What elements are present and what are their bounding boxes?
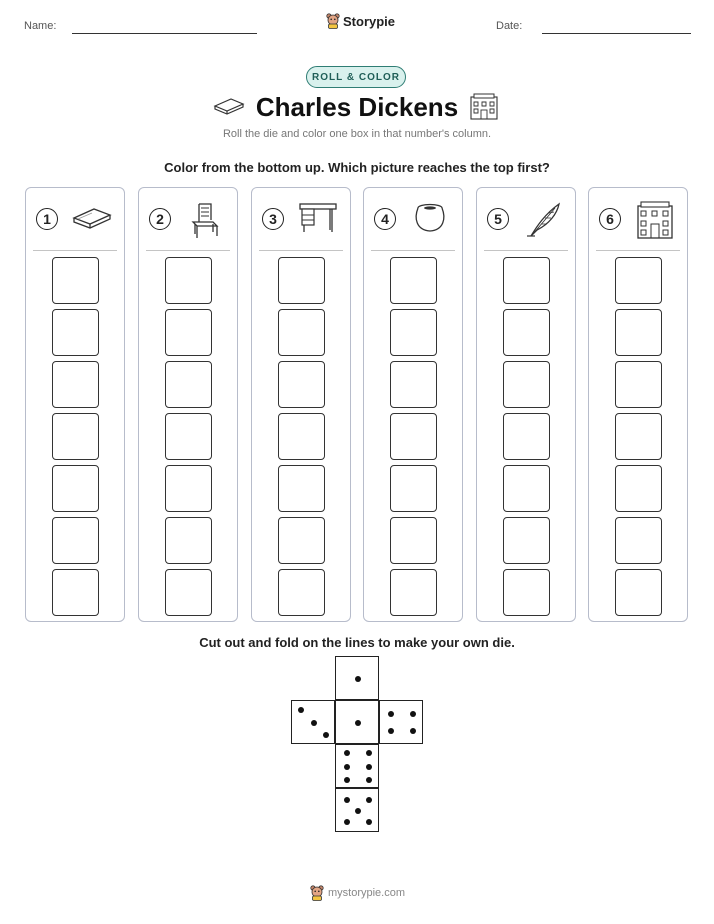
color-box[interactable] — [278, 569, 325, 616]
color-box[interactable] — [52, 413, 99, 460]
divider — [596, 250, 680, 251]
column-3 — [251, 187, 351, 622]
divider — [484, 250, 568, 251]
die-pip — [410, 728, 416, 734]
color-box[interactable] — [390, 361, 437, 408]
die-pip — [355, 808, 361, 814]
name-line[interactable] — [72, 33, 257, 34]
color-box[interactable] — [52, 361, 99, 408]
color-box[interactable] — [165, 361, 212, 408]
die-pip — [388, 728, 394, 734]
color-box[interactable] — [503, 517, 550, 564]
color-box[interactable] — [52, 569, 99, 616]
column-number: 2 — [149, 208, 171, 230]
die-pip — [344, 797, 350, 803]
column-5 — [476, 187, 576, 622]
color-box[interactable] — [278, 517, 325, 564]
page-title: Charles Dickens — [255, 92, 459, 122]
die-pip — [323, 732, 329, 738]
color-box[interactable] — [503, 361, 550, 408]
color-box[interactable] — [390, 517, 437, 564]
color-box[interactable] — [165, 517, 212, 564]
inkpot-icon — [408, 200, 452, 241]
column-number: 1 — [36, 208, 58, 230]
color-box[interactable] — [615, 257, 662, 304]
color-box[interactable] — [503, 309, 550, 356]
color-box[interactable] — [390, 257, 437, 304]
color-box[interactable] — [503, 413, 550, 460]
column-number: 4 — [374, 208, 396, 230]
column-header — [589, 188, 687, 250]
footer-url: mystorypie.com — [328, 887, 406, 899]
building-icon — [633, 200, 677, 245]
color-box[interactable] — [278, 361, 325, 408]
die-face-5 — [335, 788, 379, 832]
color-box[interactable] — [503, 465, 550, 512]
column-header — [364, 188, 462, 250]
die-pip — [366, 777, 372, 783]
color-box[interactable] — [278, 309, 325, 356]
column-4 — [363, 187, 463, 622]
date-label: Date: — [496, 20, 523, 32]
chair-icon — [183, 200, 227, 245]
die-pip — [366, 750, 372, 756]
roll-color-badge: ROLL & COLOR — [306, 66, 406, 88]
die-face-1 — [335, 656, 379, 700]
color-box[interactable] — [165, 257, 212, 304]
column-header — [252, 188, 350, 250]
die-pip — [344, 777, 350, 783]
divider — [371, 250, 455, 251]
color-box[interactable] — [52, 257, 99, 304]
column-number: 5 — [487, 208, 509, 230]
color-box[interactable] — [615, 413, 662, 460]
die-pip — [298, 707, 304, 713]
column-1 — [25, 187, 125, 622]
bear-logo-icon — [310, 885, 324, 901]
color-box[interactable] — [615, 465, 662, 512]
color-box[interactable] — [615, 361, 662, 408]
die-pip — [344, 764, 350, 770]
color-box[interactable] — [165, 413, 212, 460]
color-box[interactable] — [52, 465, 99, 512]
color-box[interactable] — [278, 465, 325, 512]
color-box[interactable] — [278, 257, 325, 304]
color-box[interactable] — [503, 257, 550, 304]
die-pip — [366, 797, 372, 803]
die-pip — [355, 676, 361, 682]
bear-logo-icon — [326, 13, 340, 29]
cut-instruction: Cut out and fold on the lines to make your own die. — [199, 635, 515, 650]
quill-icon — [521, 200, 565, 245]
color-box[interactable] — [390, 465, 437, 512]
color-box[interactable] — [52, 517, 99, 564]
desk-icon — [296, 200, 340, 241]
book-icon — [70, 200, 114, 241]
subtitle: Roll the die and color one box in that number's column. — [222, 128, 492, 140]
building-icon — [468, 93, 500, 121]
footer — [310, 885, 405, 901]
color-box[interactable] — [615, 569, 662, 616]
divider — [259, 250, 343, 251]
color-box[interactable] — [615, 309, 662, 356]
color-box[interactable] — [52, 309, 99, 356]
brand-name: Storypie — [343, 13, 396, 29]
die-pip — [344, 750, 350, 756]
name-label: Name: — [24, 20, 57, 32]
color-box[interactable] — [615, 517, 662, 564]
date-line[interactable] — [542, 33, 691, 34]
color-box[interactable] — [390, 309, 437, 356]
die-pip — [410, 711, 416, 717]
color-box[interactable] — [390, 413, 437, 460]
color-box[interactable] — [278, 413, 325, 460]
die-pip — [366, 764, 372, 770]
die-face-3 — [291, 700, 335, 744]
column-header — [477, 188, 575, 250]
die-pip — [311, 720, 317, 726]
divider — [33, 250, 117, 251]
column-header — [26, 188, 124, 250]
column-6 — [588, 187, 688, 622]
color-box[interactable] — [165, 309, 212, 356]
instruction: Color from the bottom up. Which picture reaches the top first? — [164, 160, 550, 175]
color-box[interactable] — [165, 465, 212, 512]
divider — [146, 250, 230, 251]
storypie-logo — [326, 13, 395, 29]
die-pip — [366, 819, 372, 825]
color-box[interactable] — [503, 569, 550, 616]
color-box[interactable] — [165, 569, 212, 616]
die-face-6 — [335, 744, 379, 788]
column-2 — [138, 187, 238, 622]
column-number: 3 — [262, 208, 284, 230]
die-pip — [355, 720, 361, 726]
die-face-4 — [379, 700, 423, 744]
color-box[interactable] — [390, 569, 437, 616]
column-number: 6 — [599, 208, 621, 230]
die-pip — [344, 819, 350, 825]
die-face-1 — [335, 700, 379, 744]
column-header — [139, 188, 237, 250]
die-pip — [388, 711, 394, 717]
